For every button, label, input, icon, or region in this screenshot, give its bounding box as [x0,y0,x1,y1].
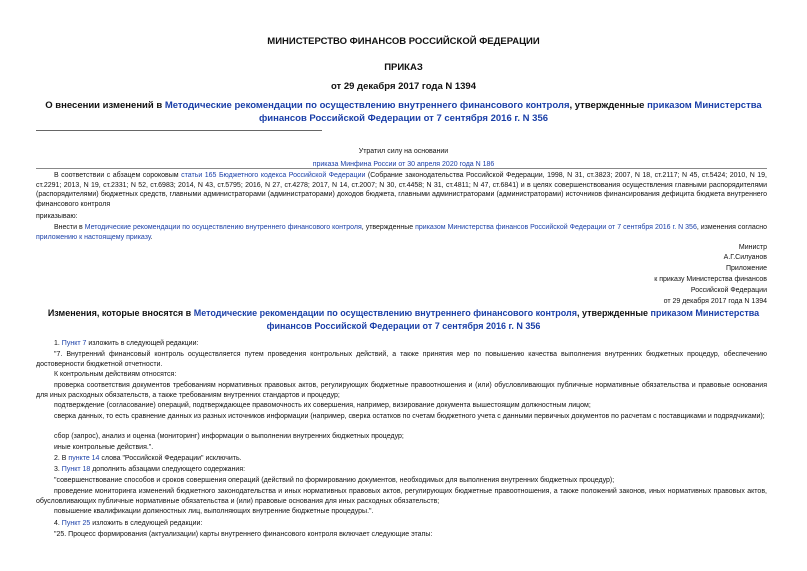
order-text-mid2: , изменения согласно [696,224,768,231]
quote-para-10: повышение квалификации должностных лиц, выполняющих внутренние бюджетные процедуры.". [54,508,374,515]
preamble-paragraph [36,171,767,209]
signature-block [654,243,767,307]
appendix-label: Приложение [725,265,767,272]
item-number: 3. [54,466,62,473]
appendix-line2: к приказу Министерства финансов [654,276,767,283]
link-order-356[interactable]: приказом Министерства финансов Российской Федерации от 7 сентября 2016 г. N 356 [258,100,762,124]
item-text: слова "Российской Федерации" исключить. [99,455,242,462]
quote-para-8: "совершенствование способов и сроков совершения операций (действий по формированию документов, необходимых для выполнения внутренних бюджетных процедур); [54,477,615,484]
item-number: 4. [54,520,62,527]
link-methodical-recommendations-2[interactable]: Методические рекомендации по осуществлению внутреннего финансового контроля [84,224,362,231]
ministry-heading: МИНИСТЕРСТВО ФИНАНСОВ РОССИЙСКОЙ ФЕДЕРАЦИИ [267,36,540,47]
change-item-4 [36,519,767,529]
link-point-14[interactable]: пункте 14 [68,455,100,462]
repeal-label: Утратил силу на основании [358,148,449,155]
link-methodical-recommendations-3[interactable]: Методические рекомендации по осуществлению внутреннего финансового контроля [193,308,578,318]
link-appendix[interactable]: приложению к настоящему приказу [36,233,151,241]
link-point-7[interactable]: Пункт 7 [61,340,87,347]
link-methodical-recommendations[interactable]: Методические рекомендации по осуществлению внутреннего финансового контроля [164,100,570,111]
change-item-2 [36,454,767,464]
changes-title [40,307,767,332]
item-text: дополнить абзацами следующего содержания: [90,466,246,473]
change-item-3 [36,465,767,475]
quote-para-6: сбор (запрос), анализ и оценка (мониторинг) информации о выполнении внутренних бюджетных процедур; [54,433,404,440]
quote-para-1: "7. Внутренний финансовый контроль осуществляется путем проведения контрольных действий, а также принятия мер по повышению качества выполнения внутренних бюджетных процедур, обеспечению достоверности бюджетной отчетности. [36,351,767,368]
quote-para-4: подтверждение (согласование) операций, подтверждающее правомочность их совершения, например, визирование документа вышестоящим должностным лицом; [54,402,591,409]
signature-position: Министр [738,244,767,251]
link-point-18[interactable]: Пункт 18 [61,466,91,473]
quote-para-3: проверка соответствия документов требованиям нормативных правовых актов, регулирующих бюджетные правоотношения и (или) обусловливающих публичные нормативные обязательства и правовые основания для иных расходных обязательств, а также требованиям внутренних стандартов и процедур; [36,382,767,399]
order-text-end: . [150,233,153,241]
preamble-text: В соответствии с абзацем сороковым [54,172,182,179]
title-text-mid: , утвержденные [569,100,648,111]
order-text-mid: , утвержденные [361,224,416,231]
changes-title-mid: , утвержденные [577,308,651,318]
order-paragraph [36,223,767,242]
link-budget-code-art165[interactable]: статьи 165 Бюджетного кодекса Российской Федерации [181,172,366,179]
quote-para-5: сверка данных, то есть сравнение данных из разных источников информации (например, сверка остатков по счетам бюджетного учета с данными первичных документов по расчетам с поставщиками и подрядчиками); [54,413,765,420]
quote-para-11: "25. Процесс формирования (актуализации) карты внутреннего финансового контроля включает следующие этапы: [54,531,433,538]
preamble-text-rest: (Собрание законодательства Российской Федерации, 1998, N 31, ст.3823; 2007, N 18, ст.2117; N 45, ст.5424; 2010, N 19, ст.2291; 2013, N 19, ст.2331; N 52, ст.6983; 2014, N 43, ст.5795; 2016, N 27, ст.4278; 2017, N 14, ст.2007; N 30, ст.4458; N 31, ст.4811; N 47, ст.6841) и в целях совершенствования осуществления главными распорядителями (распорядителями) бюджетных средств, главными администраторами (администраторами) доходов бюджета, главными администраторами (администраторами) источников финансирования дефицита бюджета внутреннего финансового контроля [36,172,768,208]
quote-para-7: иные контрольные действия.". [54,444,154,451]
link-repeal-order[interactable]: приказа Минфина России от 30 апреля 2020 года N 186 [312,161,495,168]
item-text: изложить в следующей редакции: [90,520,203,527]
doc-type-heading: ПРИКАЗ [384,62,423,73]
divider-short [36,130,322,131]
order-text: Внести в [54,224,85,231]
appendix-line4: от 29 декабря 2017 года N 1394 [663,298,767,305]
link-point-25[interactable]: Пункт 25 [61,520,91,527]
quote-para-2: К контрольным действиям относятся: [54,371,177,378]
appendix-line3: Российской Федерации [690,287,767,294]
doc-date-number: от 29 декабря 2017 года N 1394 [330,81,476,92]
signature-name: А.Г.Силуанов [723,254,767,261]
item-text: изложить в следующей редакции: [86,340,199,347]
item-number: 2. В [54,455,69,462]
link-order-356-3[interactable]: приказом Министерства финансов Российской Федерации от 7 сентября 2016 г. N 356 [266,308,760,331]
changes-title-text: Изменения, которые вносятся в [47,308,194,318]
order-word: приказываю: [36,213,78,220]
doc-title [40,99,767,125]
quote-para-9: проведение мониторинга изменений бюджетного законодательства и иных нормативных правовых актов, регулирующих бюджетные правоотношения, а также положений законов, иных нормативных правовых актов, обусловливающих публичные нормативные обязательства и (или) правовые основания для иных расходных обязательств; [36,488,767,505]
divider-full [36,168,767,169]
change-item-1 [36,339,767,349]
link-order-356-2[interactable]: приказом Министерства финансов Российской Федерации от 7 сентября 2016 г. N 356 [415,224,697,231]
item-number: 1. [54,340,62,347]
title-text: О внесении изменений в [45,100,165,111]
